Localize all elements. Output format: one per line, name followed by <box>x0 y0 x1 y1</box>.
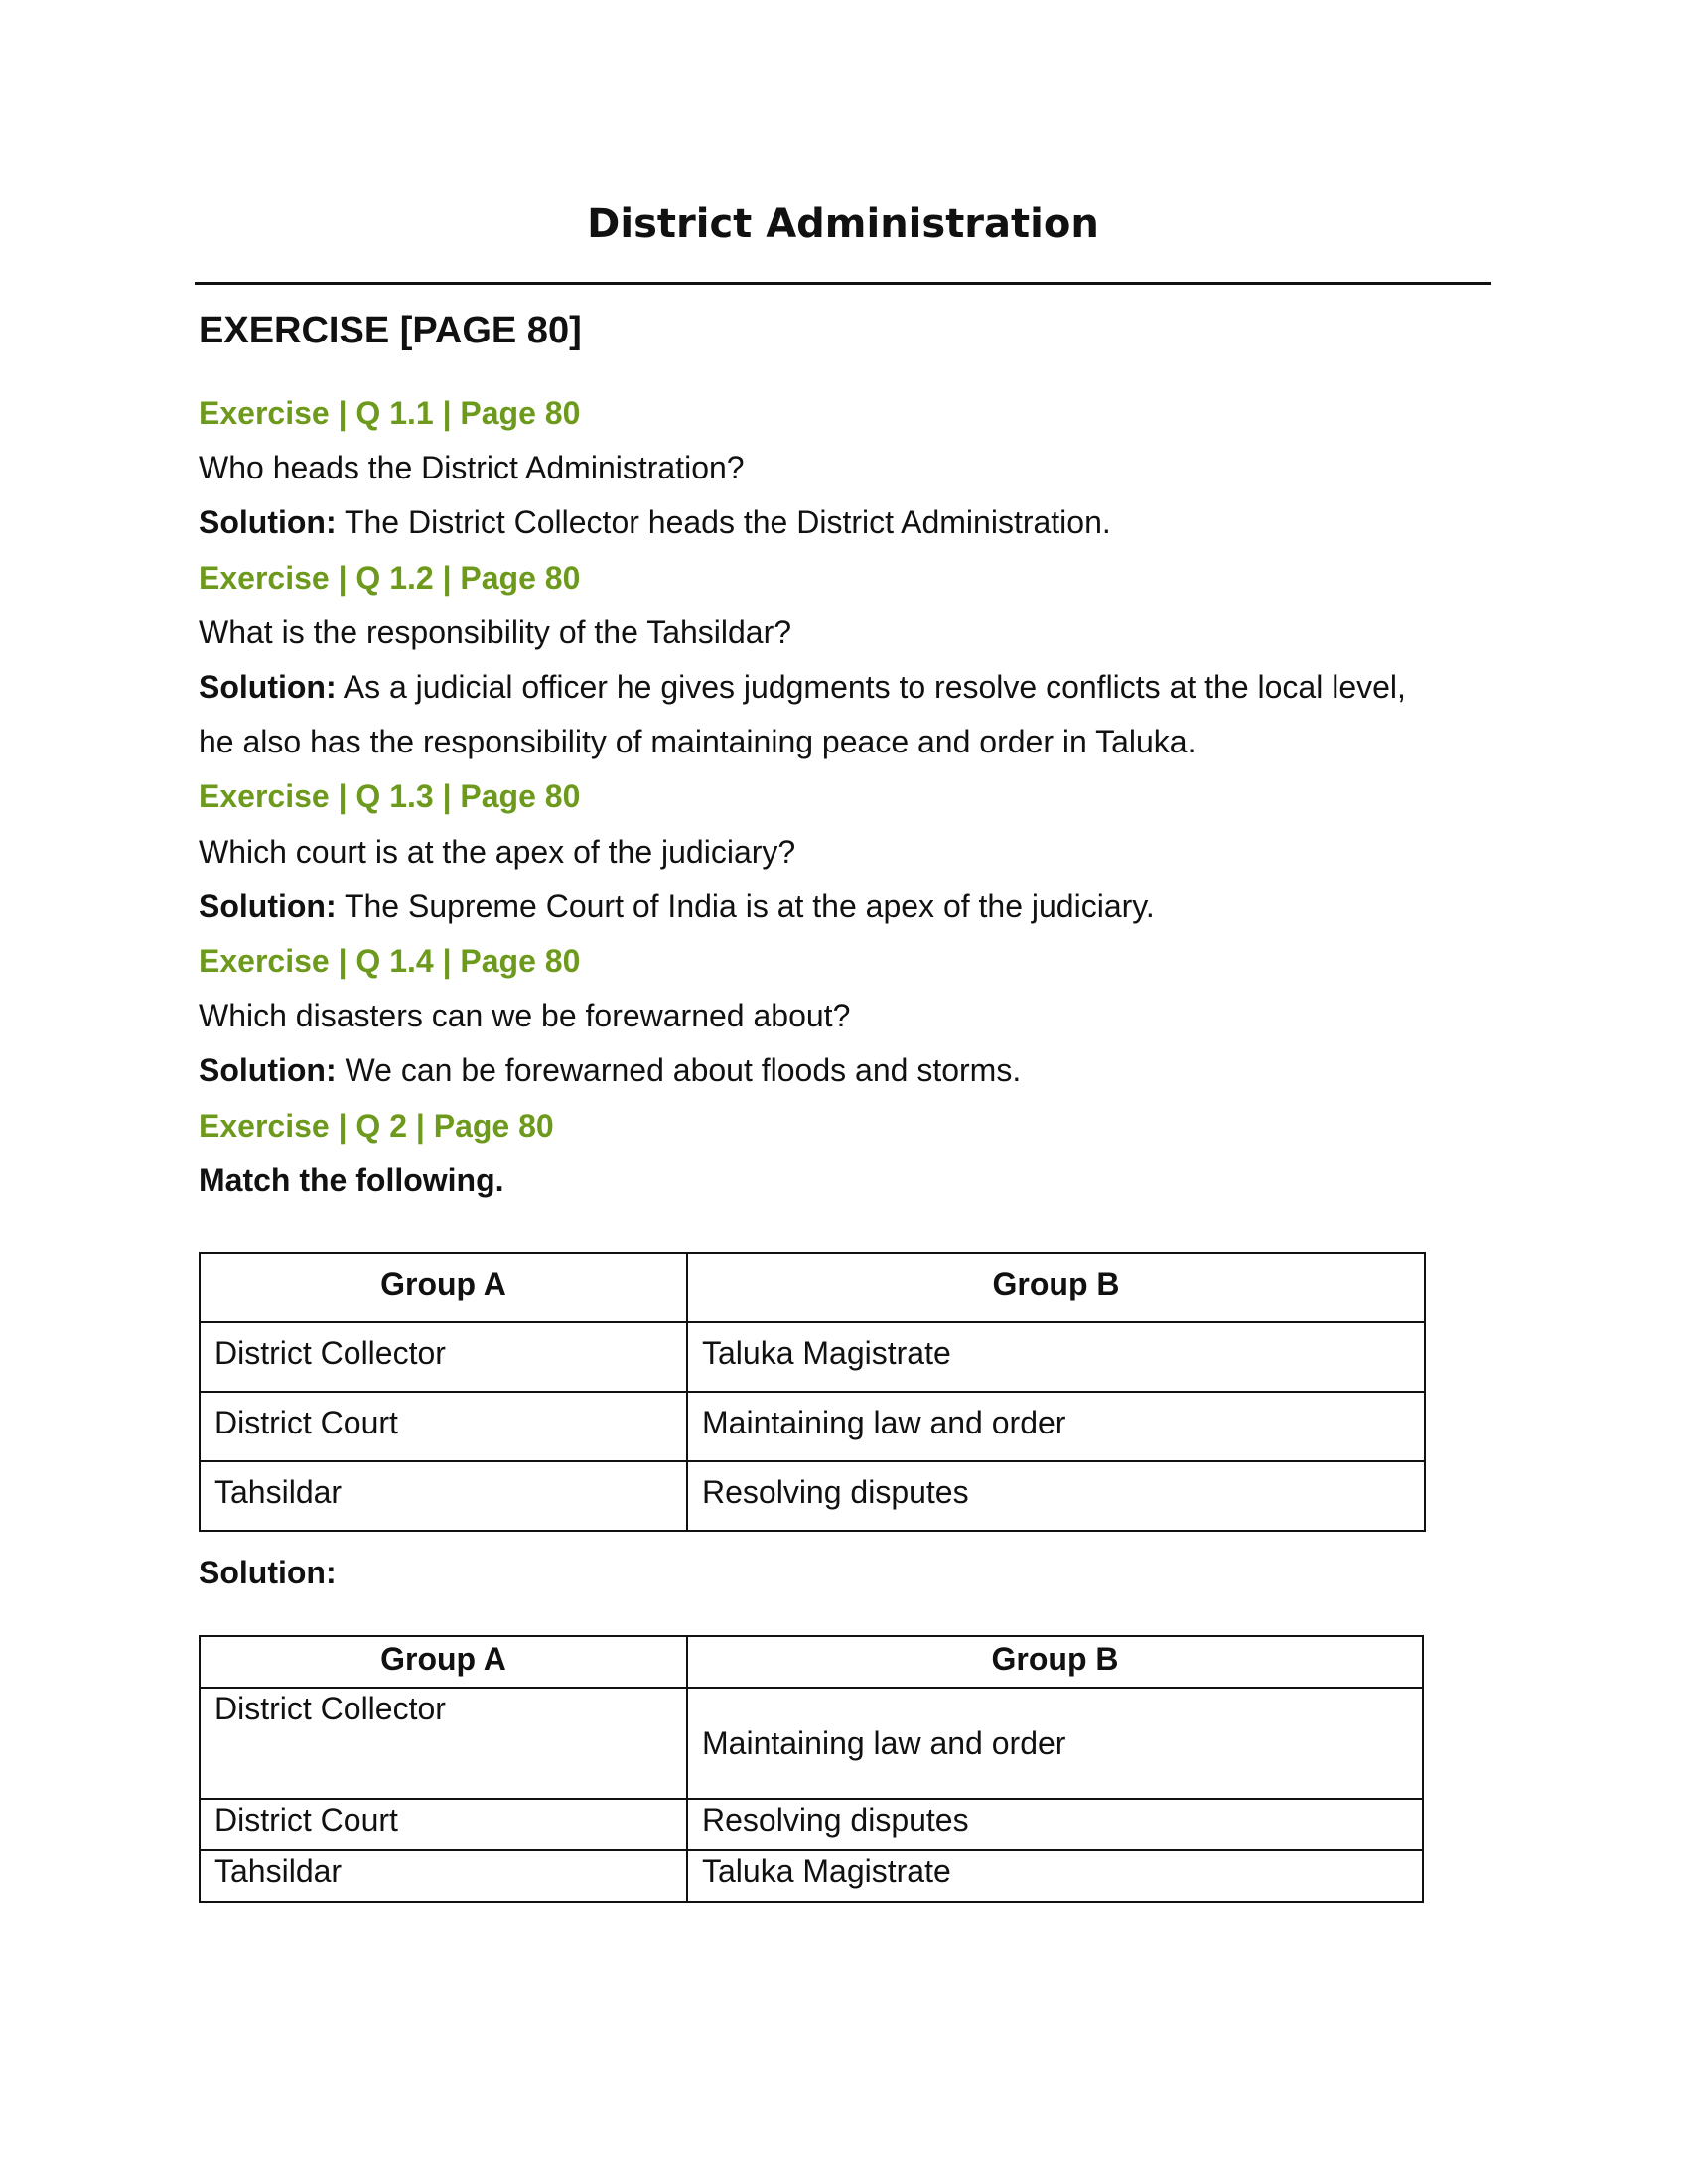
solution-label: Solution: <box>199 669 337 706</box>
table-row <box>200 1850 1423 1902</box>
table-cell-group-a: Tahsildar <box>200 1461 687 1531</box>
question-text-q1-2: What is the responsibility of the Tahsildar? <box>199 614 792 650</box>
table-header-group-b: Group B <box>687 1636 1423 1688</box>
table-header-group-b: Group B <box>687 1253 1425 1322</box>
table-header-row <box>200 1636 1423 1688</box>
page-title: District Administration <box>587 202 1099 247</box>
exercise-content <box>199 386 1489 1903</box>
solution-q1-4 <box>199 1043 1489 1098</box>
table-row <box>200 1461 1425 1531</box>
solution-label: Solution: <box>199 1052 337 1089</box>
solution-text: The Supreme Court of India is at the apex of the judiciary. <box>336 887 1155 924</box>
question-text-q1-3: Which court is at the apex of the judiciary? <box>199 833 796 870</box>
table-row <box>200 1799 1423 1850</box>
table-row <box>200 1392 1425 1461</box>
solution-label: Solution: <box>199 887 337 924</box>
match-instruction: Match the following. <box>199 1161 504 1198</box>
table-cell-group-b: Taluka Magistrate <box>687 1322 1425 1392</box>
exercise-label-q1-4: Exercise | Q 1.4 | Page 80 <box>199 943 581 980</box>
solution-q1-3 <box>199 880 1489 934</box>
solution-label: Solution: <box>199 504 337 541</box>
table-cell-group-b: Maintaining law and order <box>687 1392 1425 1461</box>
spacer <box>199 1208 1489 1242</box>
exercise-label-q1-2: Exercise | Q 1.2 | Page 80 <box>199 559 581 596</box>
solution-text: The District Collector heads the District Administration. <box>336 504 1111 541</box>
table-cell-group-a: Tahsildar <box>200 1850 687 1902</box>
table-cell-group-a: District Court <box>200 1799 687 1850</box>
table-cell-group-b: Taluka Magistrate <box>687 1850 1423 1902</box>
solution-text: As a judicial officer he gives judgments to resolve conflicts at the local level, <box>336 669 1406 706</box>
question-text-q1-1: Who heads the District Administration? <box>199 450 745 486</box>
section-heading: EXERCISE [PAGE 80] <box>199 310 582 351</box>
table-cell-group-b: Resolving disputes <box>687 1461 1425 1531</box>
match-solution-label: Solution: <box>199 1555 337 1591</box>
exercise-label-q2: Exercise | Q 2 | Page 80 <box>199 1107 554 1144</box>
table-cell-group-a: District Court <box>200 1392 687 1461</box>
title-divider <box>195 282 1491 285</box>
table-header-group-a: Group A <box>200 1636 687 1688</box>
solution-q1-2-continued: he also has the responsibility of maintaining peace and order in Taluka. <box>199 724 1196 760</box>
table-cell-group-b: Maintaining law and order <box>687 1688 1423 1799</box>
table-header-group-a: Group A <box>200 1253 687 1322</box>
solution-q1-1 <box>199 495 1489 550</box>
table-row <box>200 1688 1423 1799</box>
table-header-row <box>200 1253 1425 1322</box>
table-cell-group-a: District Collector <box>200 1322 687 1392</box>
solution-q1-2 <box>199 660 1489 715</box>
solution-text: We can be forewarned about floods and storms. <box>336 1052 1022 1089</box>
table-cell-group-a: District Collector <box>200 1688 687 1799</box>
match-question-table <box>199 1252 1426 1532</box>
exercise-label-q1-3: Exercise | Q 1.3 | Page 80 <box>199 778 581 815</box>
match-solution-table <box>199 1635 1424 1903</box>
table-row <box>200 1322 1425 1392</box>
question-text-q1-4: Which disasters can we be forewarned about? <box>199 998 851 1034</box>
table-cell-group-b: Resolving disputes <box>687 1799 1423 1850</box>
exercise-label-q1-1: Exercise | Q 1.1 | Page 80 <box>199 395 581 431</box>
